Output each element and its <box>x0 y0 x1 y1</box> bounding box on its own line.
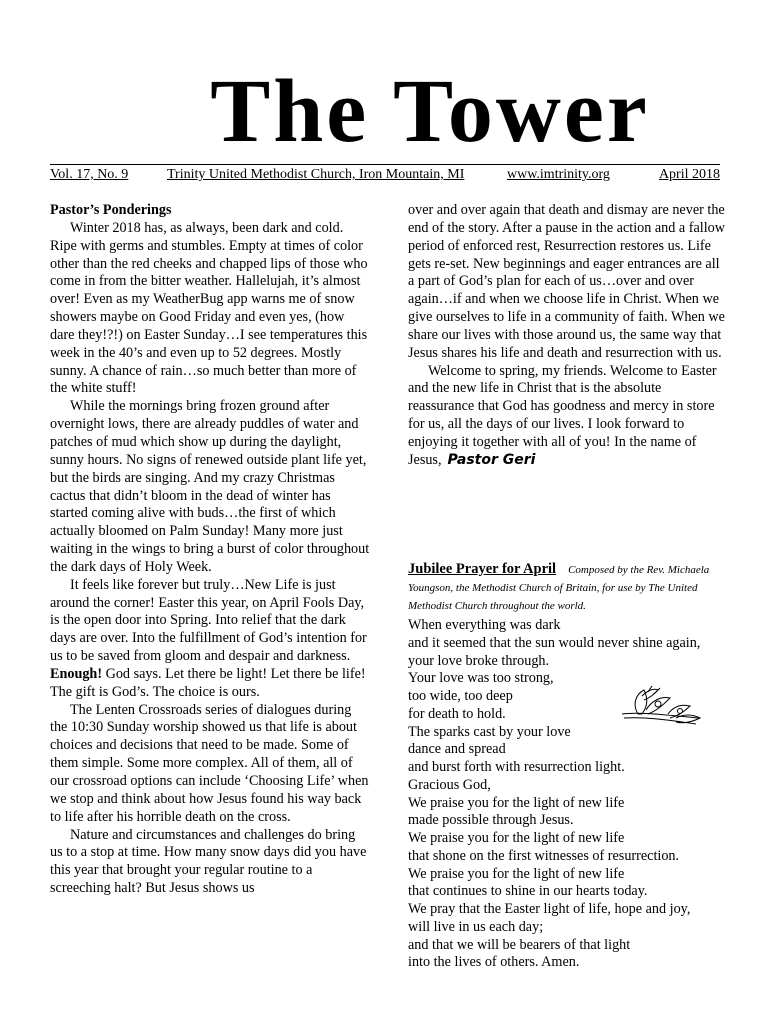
paragraph-2: While the mornings bring frozen ground after overnight lows, there are already puddles of water and patches of mud which show up during the daylight, sunny hours. No signs of renewed outside plant life yet, but the birds are singing. And my crazy Christmas cactus that didn’t bloom in the dead of winter has started coming alive with buds…the first of which actually bloomed on Palm Sunday! Many more just waiting in the wings to bring a burst of color throughout the dark days of Holy Week. <box>50 398 370 575</box>
prayer-line: When everything was dark <box>408 617 561 633</box>
paragraph-3-text-b: God says. Let there be light! Let there be life! The gift is God’s. The choice is ours. <box>50 665 366 700</box>
prayer-line: and it seemed that the sun would never shine again, <box>408 634 701 651</box>
prayer-line: too wide, too deep <box>408 688 513 704</box>
prayer-line: made possible through Jesus. <box>408 812 574 829</box>
pastor-signature: Pastor Geri <box>447 451 536 468</box>
prayer-title: Jubilee Prayer for April <box>408 561 557 577</box>
issue-info-bar <box>50 164 720 185</box>
prayer-line: will live in us each day; <box>408 918 544 935</box>
church-name: Trinity United Methodist Church, Iron Mountain, MI <box>167 167 465 182</box>
prayer-line: that shone on the first witnesses of resurrection. <box>408 847 680 864</box>
paragraph-3-text-a: It feels like forever but truly…New Life is just around the corner! Easter this year, on April Fools Day, is the open door into Spring. Into relief that the dark days are over. Into the fulfillment of God’s intention for us to be saved from gloom and despair and darkness. <box>50 576 367 665</box>
prayer-line: We praise you for the light of new life <box>408 830 625 846</box>
closing-text: Welcome to spring, my friends. Welcome to Easter and the new life in Christ that is the absolute reassurance that God has goodness and mercy in store for us, all the days of our lives. I look forward to enjoying it together with all of you! In the name of Jesus, <box>408 362 717 468</box>
prayer-line: and that we will be bearers of that light <box>408 936 631 953</box>
newsletter-title: The Tower <box>210 62 650 161</box>
prayer-text <box>408 617 726 972</box>
prayer-credit: Composed by the Rev. Michaela Youngson, the Methodist Church of Britain, for use by The United Methodist Church throughout the world. <box>408 564 710 612</box>
paragraph-4: The Lenten Crossroads series of dialogues during the 10:30 Sunday worship showed us that life is about choices and decisions that need to be made. Some of them simple. Some more complex. All of them, all of our crossroad options can include ‘Choosing Life’ when we stop and think about how Jesus found his way back to life after his horrible death on the cross. <box>50 701 369 825</box>
prayer-header <box>408 560 726 614</box>
issue-date: April 2018 <box>658 167 720 182</box>
prayer-line: We pray that the Easter light of life, hope and joy, <box>408 901 691 917</box>
prayer-line: Your love was too strong, <box>408 670 554 687</box>
right-column-article <box>408 202 726 470</box>
prayer-line: dance and spread <box>408 741 506 758</box>
prayer-line: The sparks cast by your love <box>408 723 571 740</box>
paragraph-1: Winter 2018 has, as always, been dark and cold. Ripe with germs and stumbles. Empty at times of color other than the red cheeks and chapped lips of those who come in from the bitter weather. Hallelujah, it’s almost over! Even as my WeatherBug app warns me of snow showers maybe on Good Friday and even yes, (how dare they!?!) on Easter Sunday…I see temperatures this week in the 40’s and even up to 52 degrees. Mostly sunny. A chance of rain…so much better than more of the white stuff! <box>50 219 368 397</box>
article-continuation: over and over again that death and dismay are never the end of the story. After a pause in the action and a fallow period of enforced rest, Resurrection restores us. Life gets re-set. New beginnings and eager entrances are all a part of God’s plan for each of us…over and over again…if and when we choose life in Christ. When we give ourselves to life in a community of faith. When we share our lives with those around us, the same way that Jesus shares his life and death and resurrection with us. <box>408 202 726 361</box>
website-link[interactable]: www.imtrinity.org <box>507 167 610 182</box>
left-column <box>50 202 370 898</box>
prayer-line: into the lives of others. Amen. <box>408 954 580 971</box>
easter-lily-icon <box>618 684 702 730</box>
article-heading: Pastor’s Ponderings <box>50 202 172 218</box>
prayer-line: and burst forth with resurrection light. <box>408 759 625 775</box>
paragraph-5: Nature and circumstances and challenges do bring us to a stop at time. How many snow days did you have this year that brought your regular routine to a screeching halt? But Jesus shows us <box>50 826 367 897</box>
prayer-line: We praise you for the light of new life <box>408 865 625 882</box>
prayer-line: your love broke through. <box>408 652 550 669</box>
volume-number: Vol. 17, No. 9 <box>50 167 129 182</box>
closing-paragraph <box>408 363 726 470</box>
prayer-line: for death to hold. <box>408 705 506 722</box>
prayer-line: Gracious God, <box>408 776 491 793</box>
paragraph-3-emphasis: Enough! <box>50 665 103 682</box>
paragraph-3 <box>50 577 370 702</box>
prayer-line: that continues to shine in our hearts today. <box>408 883 648 900</box>
prayer-line: We praise you for the light of new life <box>408 794 625 811</box>
